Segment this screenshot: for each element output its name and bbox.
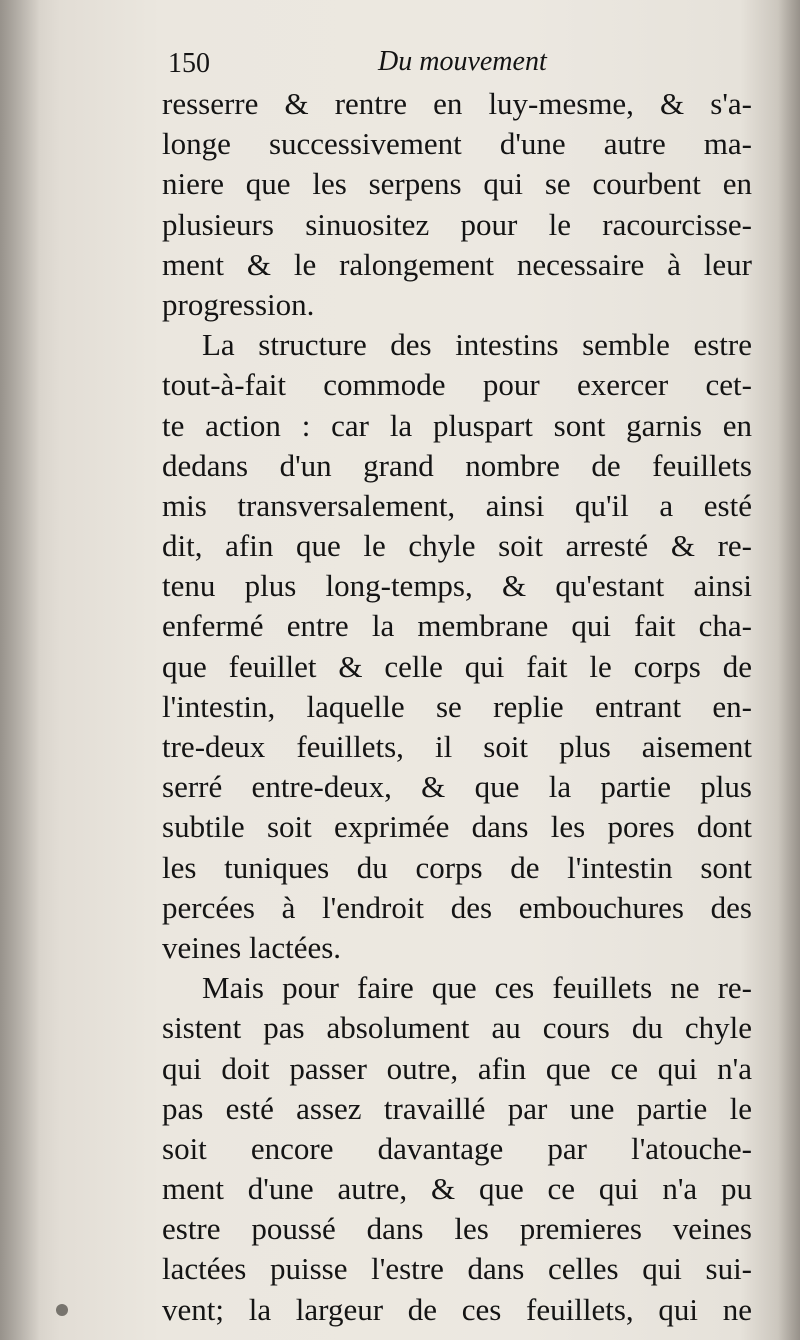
- text-line: enfermé entre la membrane qui fait cha-: [162, 608, 752, 644]
- gutter-shadow: [0, 0, 40, 1340]
- text-line: estre poussé dans les premieres veines: [162, 1211, 752, 1247]
- paragraph-start: Mais pour faire que ces feuillets ne re-: [202, 970, 752, 1006]
- text-line: l'intestin, laquelle se replie entrant en-: [162, 688, 752, 724]
- text-line: les tuniques du corps de l'intestin sont: [162, 849, 752, 885]
- text-line: dedans d'un grand nombre de feuillets: [162, 447, 752, 483]
- text-line: vent; la largeur de ces feuillets, qui ne: [162, 1291, 752, 1327]
- ink-speck: [56, 1304, 68, 1316]
- text-line: dit, afin que le chyle soit arresté & re-: [162, 528, 752, 564]
- text-line: tout-à-fait commode pour exercer cet-: [162, 367, 752, 403]
- running-head: Du mouvement: [378, 46, 547, 77]
- text-line: plusieurs sinuositez pour le racourcisse-: [162, 206, 752, 242]
- text-line: sistent pas absolument au cours du chyle: [162, 1010, 752, 1046]
- text-line: veines lactées.: [162, 929, 342, 965]
- text-line: lactées puisse l'estre dans celles qui sui-: [162, 1251, 752, 1287]
- text-line: ment & le ralongement necessaire à leur: [162, 246, 752, 282]
- text-line: niere que les serpens qui se courbent en: [162, 166, 752, 202]
- text-line: ment d'une autre, & que ce qui n'a pu: [162, 1171, 752, 1207]
- text-line: serré entre-deux, & que la partie plus: [162, 769, 752, 805]
- text-line: te action : car la pluspart sont garnis en: [162, 407, 752, 443]
- text-line: tre-deux feuillets, il soit plus aisement: [162, 729, 752, 764]
- page-edge-shadow: [778, 0, 800, 1340]
- text-line: subtile soit exprimée dans les pores dont: [162, 809, 752, 845]
- text-line: qui doit passer outre, afin que ce qui n'a: [162, 1050, 752, 1086]
- page-number: 150: [168, 48, 210, 79]
- text-line: mis transversalement, ainsi qu'il a esté: [162, 487, 752, 523]
- text-line: longe successivement d'une autre ma-: [162, 126, 752, 162]
- body-text: [162, 84, 752, 1330]
- text-line: pas esté assez travaillé par une partie le: [162, 1090, 752, 1126]
- text-line: percées à l'endroit des embouchures des: [162, 889, 752, 925]
- text-line: progression.: [162, 286, 315, 322]
- text-line: tenu plus long-temps, & qu'estant ainsi: [162, 568, 752, 604]
- text-line: soit encore davantage par l'atouche-: [162, 1130, 752, 1166]
- text-line: resserre & rentre en luy-mesme, & s'a-: [162, 86, 752, 121]
- text-line: que feuillet & celle qui fait le corps de: [162, 648, 752, 684]
- paragraph-start: La structure des intestins semble estre: [202, 327, 752, 363]
